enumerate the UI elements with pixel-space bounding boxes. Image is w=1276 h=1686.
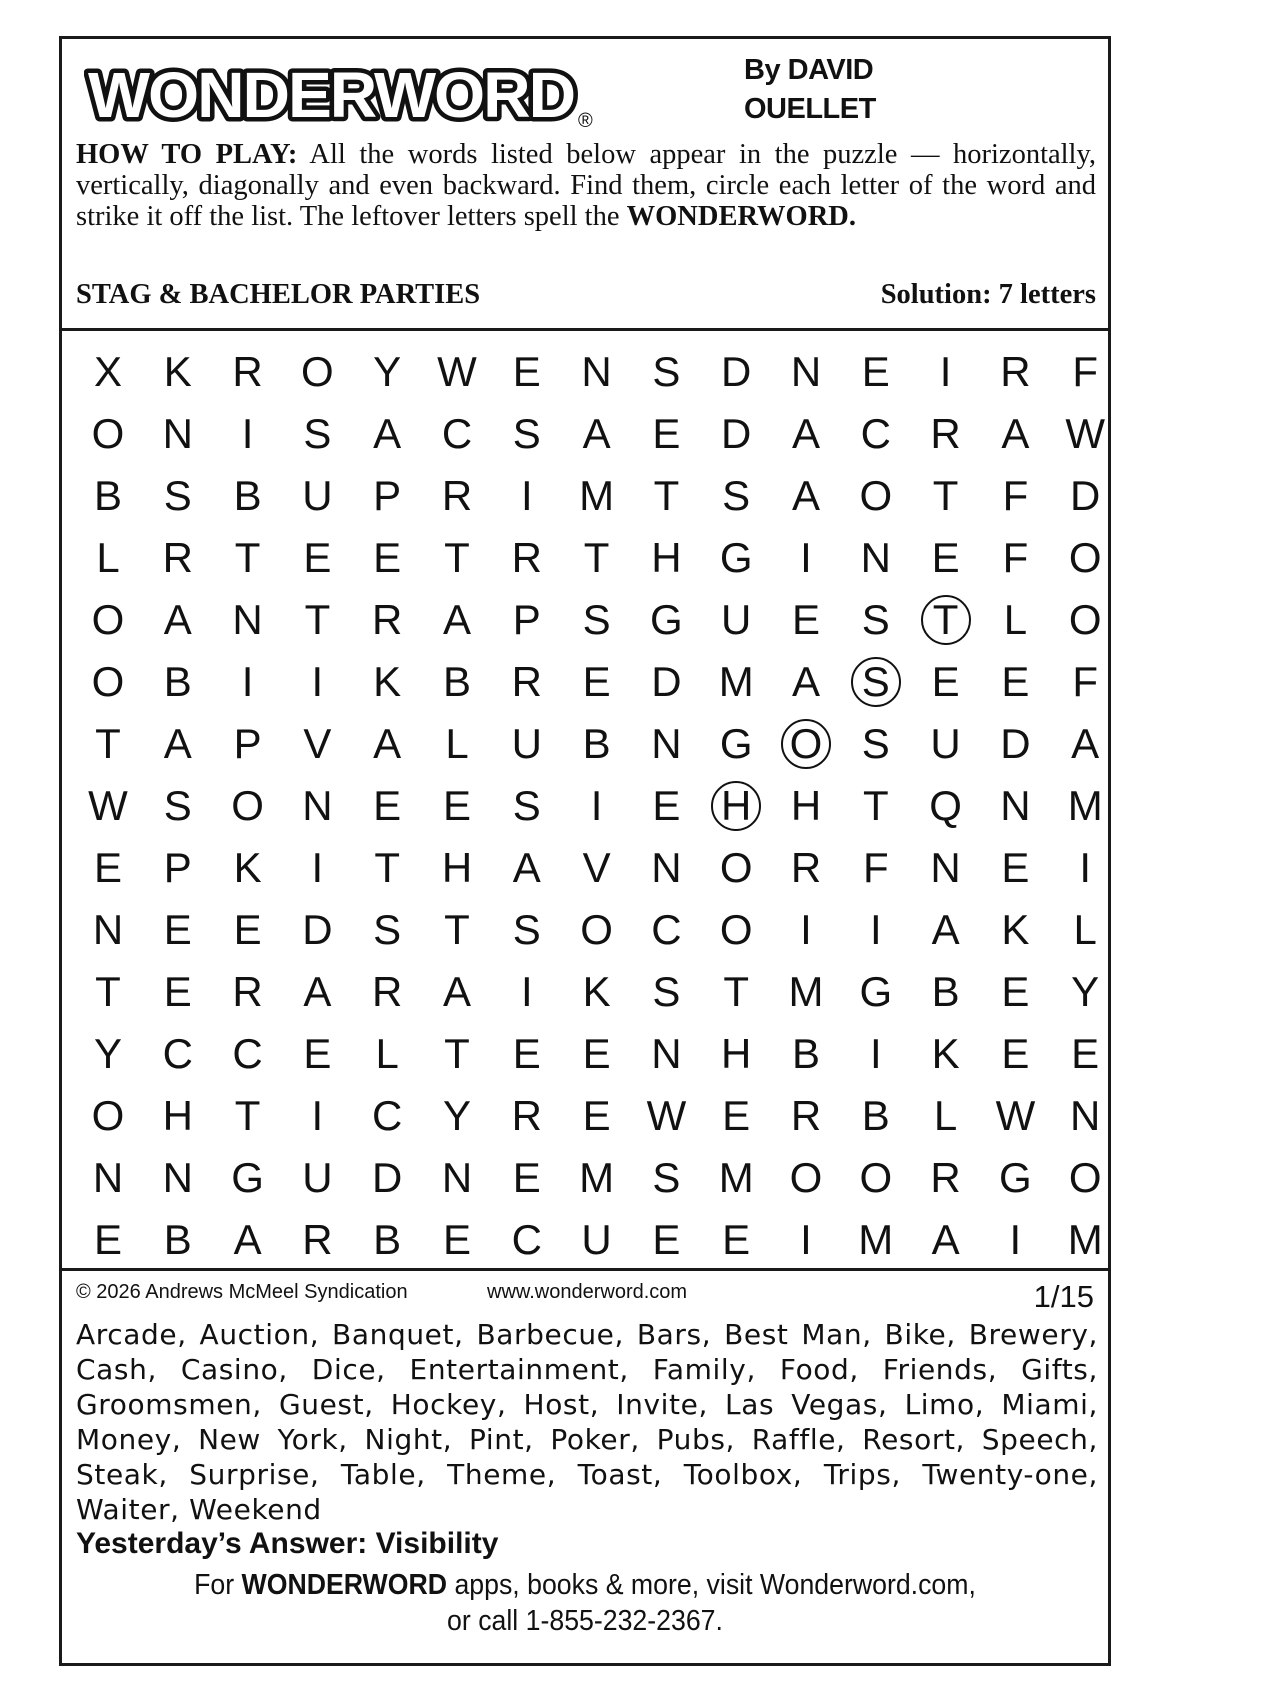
website-text: www.wonderword.com [487,1281,688,1303]
grid-cell[interactable]: I [520,472,533,519]
grid-cell[interactable]: K [1001,906,1030,953]
grid-cell[interactable]: R [232,348,263,395]
grid-cell[interactable]: O [301,348,334,395]
grid-cell-circled[interactable]: T [915,592,977,648]
grid-cell[interactable]: E [1001,1030,1030,1077]
grid-cell[interactable]: T [444,534,470,581]
grid-cell[interactable]: N [860,534,891,581]
grid-cell[interactable]: C [232,1030,263,1077]
grid-cell[interactable]: T [304,596,331,643]
grid-cell[interactable]: B [163,658,192,705]
grid-cell[interactable]: S [163,472,192,519]
grid-cell[interactable]: E [442,782,471,829]
grid-cell[interactable]: I [800,534,812,581]
grid-cell[interactable]: I [1009,1216,1022,1263]
grid-cell[interactable]: S [512,410,541,457]
grid-cell[interactable]: K [373,658,402,705]
grid-cell[interactable]: S [512,782,541,829]
grid-cell[interactable]: N [302,782,333,829]
grid-cell[interactable]: I [800,906,812,953]
grid-cell[interactable]: N [1070,1092,1101,1139]
grid-cell[interactable]: C [162,1030,193,1077]
grid-cell[interactable]: F [1072,348,1099,395]
grid-cell[interactable]: N [1000,782,1031,829]
promo-suffix: apps, books & more, visit Wonderword.com, [447,1569,976,1601]
grid-cell[interactable]: T [583,534,610,581]
grid-cell[interactable]: W [646,1092,687,1139]
grid-cell[interactable]: R [930,410,961,457]
grid-cell[interactable]: N [790,348,822,395]
grid-cell[interactable]: E [861,348,890,395]
puzzle-category: STAG & BACHELOR PARTIES [76,279,481,310]
grid-cell[interactable]: B [93,472,122,519]
grid-cell[interactable]: N [162,1154,193,1201]
grid-cell[interactable]: E [1001,658,1030,705]
grid-cell[interactable]: C [860,410,891,457]
grid-cell[interactable]: C [651,906,682,953]
grid-cell[interactable]: S [163,782,192,829]
grid-cell[interactable]: V [303,720,332,767]
grid-cell[interactable]: I [311,658,324,705]
grid-cell[interactable]: A [1071,720,1100,767]
grid-cell[interactable]: T [444,906,470,953]
grid-cell-circled[interactable]: H [705,778,767,834]
grid-cell[interactable]: M [579,1154,615,1201]
grid-cell[interactable]: B [442,658,471,705]
grid-cell[interactable]: T [234,1092,261,1139]
promo-line2: or call 1-855-232-2367. [447,1605,723,1637]
grid-cell[interactable]: P [373,472,402,519]
grid-cell[interactable]: R [232,968,263,1015]
grid-cell[interactable]: L [375,1030,399,1077]
grid-cell[interactable]: B [582,720,611,767]
grid-cell[interactable]: S [652,968,681,1015]
grid-cell[interactable]: R [790,1092,822,1139]
how-to-play-end: WONDERWORD. [626,201,856,232]
grid-cell[interactable]: C [441,410,473,457]
grid-cell[interactable]: U [581,1216,612,1263]
grid-cell[interactable]: E [512,348,541,395]
grid-cell[interactable]: E [512,1154,541,1201]
grid-cell[interactable]: G [650,596,683,643]
grid-cell[interactable]: A [303,968,332,1015]
grid-cell[interactable]: U [302,472,333,519]
grid-cell[interactable]: N [651,720,682,767]
grid-cell[interactable]: G [719,720,753,767]
grid-cell[interactable]: G [719,534,753,581]
grid-cell[interactable]: D [651,658,682,705]
grid-cell[interactable]: H [162,1092,193,1139]
grid-cell[interactable]: S [303,410,332,457]
grid-cell[interactable]: H [651,534,682,581]
grid-cell[interactable]: E [582,1092,611,1139]
grid-cell[interactable]: I [869,1030,882,1077]
grid-cell[interactable]: E [791,596,820,643]
grid-cell[interactable]: E [373,782,402,829]
grid-cell[interactable]: X [93,348,122,395]
grid-cell[interactable]: R [302,1216,333,1263]
grid-cell[interactable]: C [511,1216,542,1263]
grid-cell[interactable]: F [1002,472,1029,519]
grid-cell[interactable]: R [930,1154,961,1201]
grid-cell[interactable]: I [241,658,254,705]
grid-cell[interactable]: E [722,1092,751,1139]
grid-cell[interactable]: B [791,1030,820,1077]
grid-cell[interactable]: G [999,1154,1032,1201]
grid-cell[interactable]: S [512,906,541,953]
grid-cell[interactable]: N [92,1154,124,1201]
grid-cell[interactable]: T [95,720,121,767]
grid-cell[interactable]: W [88,782,128,829]
grid-cell[interactable]: B [931,968,960,1015]
grid-cell[interactable]: W [1065,410,1106,457]
grid-cell[interactable]: R [372,968,403,1015]
grid-cell[interactable]: A [791,410,820,457]
grid-cell[interactable]: O [1068,534,1102,581]
grid-cell[interactable]: I [1079,844,1092,891]
grid-cell[interactable]: K [233,844,262,891]
grid-cell[interactable]: B [233,472,262,519]
grid-cell[interactable]: A [163,720,192,767]
promo-prefix: For [194,1569,242,1601]
grid-cell[interactable]: R [511,1092,542,1139]
grid-cell[interactable]: N [232,596,263,643]
grid-cell[interactable]: O [859,1154,893,1201]
grid-cell[interactable]: E [163,968,192,1015]
grid-cell[interactable]: Y [1071,968,1100,1015]
grid-cell[interactable]: E [373,534,402,581]
byline-line2: OUELLET [744,93,876,125]
grid-cell[interactable]: I [590,782,603,829]
grid-cell[interactable]: E [233,906,262,953]
byline [744,51,876,129]
grid-cell[interactable]: S [861,596,890,643]
grid-cell[interactable]: M [718,658,754,705]
grid-cell[interactable]: A [373,410,402,457]
grid-cell[interactable]: E [722,1216,751,1263]
word-list: Arcade, Auction, Banquet, Barbecue, Bars, Best Man, Bike, Brewery, Cash, Casino, Dice, Entertainment, Family, Food, Friends, Gifts, Groomsmen, Guest, Hockey, Host, Invite, Las Vegas, Limo, Miami, Money, New York, Night, Pint, Poker, Pubs, Raffle, Resort, Speech, Steak, Surprise, Table, Theme, Toast, Toolbox, Trips, Twenty-one, Waiter, Weekend [76,1318,1098,1526]
grid-cell[interactable]: O [859,472,893,519]
grid-cell[interactable]: T [234,534,261,581]
grid-cell[interactable]: F [862,844,889,891]
grid-cell[interactable]: O [231,782,264,829]
grid-cell[interactable]: E [303,534,332,581]
grid-cell[interactable]: E [931,534,960,581]
grid-cell[interactable]: H [441,844,473,891]
grid-cell[interactable]: L [96,534,120,581]
grid-cell[interactable]: A [931,906,960,953]
copyright-text: © 2026 Andrews McMeel Syndication [76,1281,408,1303]
wonderword-logo [84,51,604,135]
grid-cell[interactable]: I [869,906,882,953]
grid-cell[interactable]: A [931,1216,960,1263]
grid-cell[interactable]: E [931,658,960,705]
grid-cell[interactable]: O [1068,1154,1102,1201]
puzzle-date: 1/15 [1033,1279,1094,1314]
yesterday-answer: Yesterday’s Answer: Visibility [76,1527,499,1560]
grid-cell[interactable]: N [581,348,612,395]
grid-cell[interactable]: A [442,968,471,1015]
grid-cell-circled[interactable]: O [775,716,837,772]
grid-cell[interactable]: D [1070,472,1101,519]
grid-cell[interactable]: O [91,1092,125,1139]
grid-cell[interactable]: E [582,658,611,705]
promo-text [104,1567,1066,1639]
grid-cell[interactable]: E [1001,844,1030,891]
grid-cell[interactable]: A [373,720,402,767]
grid-cell[interactable]: N [651,1030,682,1077]
grid-cell[interactable]: B [861,1092,890,1139]
grid-cell[interactable]: O [1068,596,1102,643]
grid-cell[interactable]: I [241,410,254,457]
grid-cell[interactable]: E [93,844,122,891]
grid-cell[interactable]: E [163,906,192,953]
grid-cell[interactable]: E [512,1030,541,1077]
grid-cell[interactable]: L [445,720,469,767]
grid-cell[interactable]: T [653,472,680,519]
grid-cell[interactable]: R [162,534,193,581]
grid-cell[interactable]: P [163,844,192,891]
grid-cell[interactable]: P [512,596,541,643]
grid-cell[interactable]: E [652,782,681,829]
grid-cell[interactable]: S [652,348,681,395]
letter-grid [62,334,1108,1269]
grid-cell[interactable]: M [788,968,824,1015]
grid-cell[interactable]: E [582,1030,611,1077]
grid-cell[interactable]: O [719,906,753,953]
grid-cell[interactable]: S [652,1154,681,1201]
grid-cell[interactable]: V [582,844,611,891]
grid-cell[interactable]: A [1001,410,1030,457]
registered-mark: ® [578,110,593,132]
grid-cell[interactable]: U [721,596,752,643]
grid-cell[interactable]: T [444,1030,470,1077]
logo-text: WONDERWORD [88,59,574,131]
grid-cell[interactable]: E [303,1030,332,1077]
grid-cell[interactable]: I [311,844,324,891]
how-to-play-text: All the words listed below appear in the puzzle — horizontally, vertically, diagonally and even backward. Find them, circle each letter of the word and strike it off the list. The leftover letters spell the [76,139,1096,232]
grid-cell[interactable]: F [1072,658,1099,705]
grid-cell[interactable]: N [92,906,124,953]
grid-cell[interactable]: M [579,472,615,519]
grid-cell[interactable]: E [652,1216,681,1263]
grid-cell[interactable]: S [861,720,890,767]
solution-hint: Solution: 7 letters [880,279,1096,310]
grid-cell[interactable]: M [1067,1216,1103,1263]
grid-cell[interactable]: W [995,1092,1036,1139]
grid-cell[interactable]: T [95,968,121,1015]
grid-cell[interactable]: D [372,1154,403,1201]
grid-cell[interactable]: A [512,844,541,891]
grid-cell[interactable]: A [791,472,820,519]
grid-cell[interactable]: U [302,1154,333,1201]
grid-cell[interactable]: A [582,410,611,457]
grid-cell[interactable]: B [163,1216,192,1263]
grid-cell[interactable]: I [800,1216,812,1263]
grid-cell[interactable]: R [1000,348,1031,395]
grid-cell[interactable]: I [520,968,533,1015]
grid-cell[interactable]: Y [373,348,402,395]
grid-cell[interactable]: S [722,472,751,519]
grid-cell[interactable]: L [1003,596,1028,643]
puzzle-footer [62,1268,1108,1666]
grid-cell[interactable]: O [91,658,125,705]
grid-cell-circled[interactable]: S [845,654,907,710]
grid-cell[interactable]: M [718,1154,754,1201]
grid-cell[interactable]: G [859,968,893,1015]
grid-cell[interactable]: O [580,906,613,953]
grid-cell[interactable]: E [1071,1030,1100,1077]
grid-cell[interactable]: A [442,596,471,643]
grid-cell[interactable]: M [858,1216,894,1263]
grid-cell[interactable]: S [582,596,611,643]
puzzle-panel [59,36,1111,1666]
grid-cell[interactable]: E [93,1216,122,1263]
grid-cell[interactable]: L [933,1092,958,1139]
grid-cell[interactable]: R [372,596,403,643]
grid-cell[interactable]: B [373,1216,402,1263]
grid-cell[interactable]: O [91,596,125,643]
grid-cell[interactable]: Y [442,1092,471,1139]
grid-cell[interactable]: I [939,348,952,395]
grid-cell[interactable]: D [721,410,752,457]
grid-cell[interactable]: U [930,720,961,767]
grid-cell[interactable]: N [162,410,193,457]
promo-line1 [104,1567,1066,1603]
grid-cell[interactable]: H [721,1030,752,1077]
grid-cell[interactable]: E [442,1216,471,1263]
grid-cell[interactable]: P [233,720,262,767]
grid-cell[interactable]: T [932,472,959,519]
grid-cell[interactable]: E [1001,968,1030,1015]
grid-cell[interactable]: O [91,410,125,457]
grid-cell[interactable]: A [791,658,820,705]
grid-cell[interactable]: N [441,1154,473,1201]
how-to-play-instructions [76,139,1096,232]
grid-cell[interactable]: G [231,1154,264,1201]
grid-cell[interactable]: A [163,596,192,643]
grid-cell[interactable]: Y [93,1030,122,1077]
grid-cell[interactable]: Q [929,782,962,829]
grid-cell[interactable]: E [652,410,681,457]
grid-cell[interactable]: R [441,472,473,519]
promo-brand: WONDERWORD [241,1569,448,1601]
grid-cell[interactable]: C [372,1092,403,1139]
grid-cell[interactable]: T [862,782,889,829]
grid-cell[interactable]: H [790,782,822,829]
grid-cell[interactable]: N [930,844,961,891]
grid-cell[interactable]: O [789,1154,823,1201]
grid-cell[interactable]: R [511,658,542,705]
grid-cell[interactable]: K [163,348,192,395]
grid-cell[interactable]: A [233,1216,262,1263]
grid-cell[interactable]: O [719,844,753,891]
grid-cell[interactable]: R [511,534,542,581]
grid-cell[interactable]: I [311,1092,324,1139]
grid-cell[interactable]: S [373,906,402,953]
puzzle-header [62,39,1108,331]
grid-cell[interactable]: K [582,968,611,1015]
grid-cell[interactable]: N [651,844,682,891]
grid-cell[interactable]: R [790,844,822,891]
grid-cell[interactable]: W [437,348,477,395]
grid-cell[interactable]: L [1073,906,1097,953]
grid-cell[interactable]: M [1067,782,1103,829]
grid-cell[interactable]: U [511,720,542,767]
byline-line1: By DAVID [744,54,874,86]
grid-cell[interactable]: D [721,348,752,395]
grid-cell[interactable]: K [931,1030,960,1077]
grid-cell[interactable]: D [302,906,333,953]
grid-cell[interactable]: F [1002,534,1029,581]
grid-cell[interactable]: D [1000,720,1031,767]
how-to-play-label: HOW TO PLAY: [76,139,298,170]
grid-cell[interactable]: T [723,968,750,1015]
grid-cell[interactable]: T [374,844,401,891]
